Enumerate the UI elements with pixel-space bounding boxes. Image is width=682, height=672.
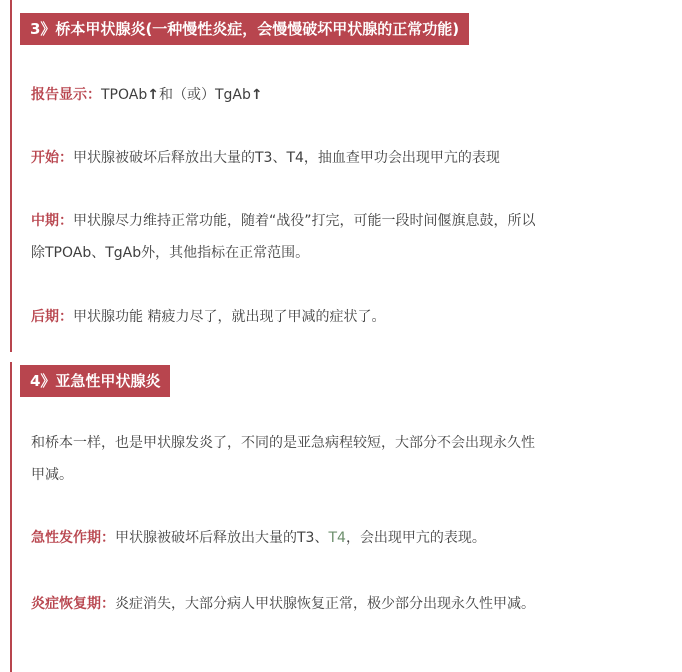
tpoab-text: TPOAb [101, 87, 148, 103]
middle-text-line1: 甲状腺尽力维持正常功能，随着“战役”打完，可能一段时间偃旗息鼓，所以 [73, 213, 536, 229]
middle-paragraph [31, 205, 661, 269]
acute-text-b: ，会出现甲亢的表现。 [345, 530, 486, 546]
late-text: 甲状腺功能 精疲力尽了，就出现了甲减的症状了。 [73, 309, 386, 325]
section-subacute [0, 362, 682, 672]
and-or-text: 和（或） [158, 87, 215, 103]
intro-text-line2: 甲减。 [31, 467, 73, 483]
start-paragraph [31, 142, 661, 174]
t4-text: T4 [328, 530, 346, 546]
acute-paragraph [31, 522, 661, 554]
section-left-rule [10, 0, 12, 352]
tgab-text: TgAb [214, 87, 251, 103]
section-heading-subacute: 4》亚急性甲状腺炎 [20, 365, 170, 397]
middle-label: 中期： [31, 213, 73, 229]
intro-text-line1: 和桥本一样，也是甲状腺发炎了，不同的是亚急病程较短，大部分不会出现永久性 [31, 435, 535, 451]
acute-text-a: 甲状腺被破坏后释放出大量的T3、 [115, 530, 329, 546]
middle-text-line2: 除TPOAb、TgAb外，其他指标在正常范围。 [31, 245, 310, 261]
section-heading-hashimoto: 3》桥本甲状腺炎(一种慢性炎症，会慢慢破坏甲状腺的正常功能) [20, 13, 469, 45]
report-paragraph [31, 79, 661, 111]
up-arrow-icon: ↑ [250, 87, 263, 103]
recovery-text: 炎症消失，大部分病人甲状腺恢复正常，极少部分出现永久性甲减。 [115, 596, 535, 612]
late-label: 后期： [31, 309, 73, 325]
recovery-label: 炎症恢复期： [31, 596, 115, 612]
report-label: 报告显示： [31, 87, 101, 103]
acute-label: 急性发作期： [31, 530, 115, 546]
recovery-paragraph [31, 588, 661, 620]
section-left-rule [10, 362, 12, 672]
intro-paragraph [31, 427, 661, 491]
start-label: 开始： [31, 150, 73, 166]
late-paragraph [31, 301, 661, 333]
up-arrow-icon: ↑ [147, 87, 159, 103]
start-text: 甲状腺被破坏后释放出大量的T3、T4，抽血查甲功会出现甲亢的表现 [73, 150, 500, 166]
